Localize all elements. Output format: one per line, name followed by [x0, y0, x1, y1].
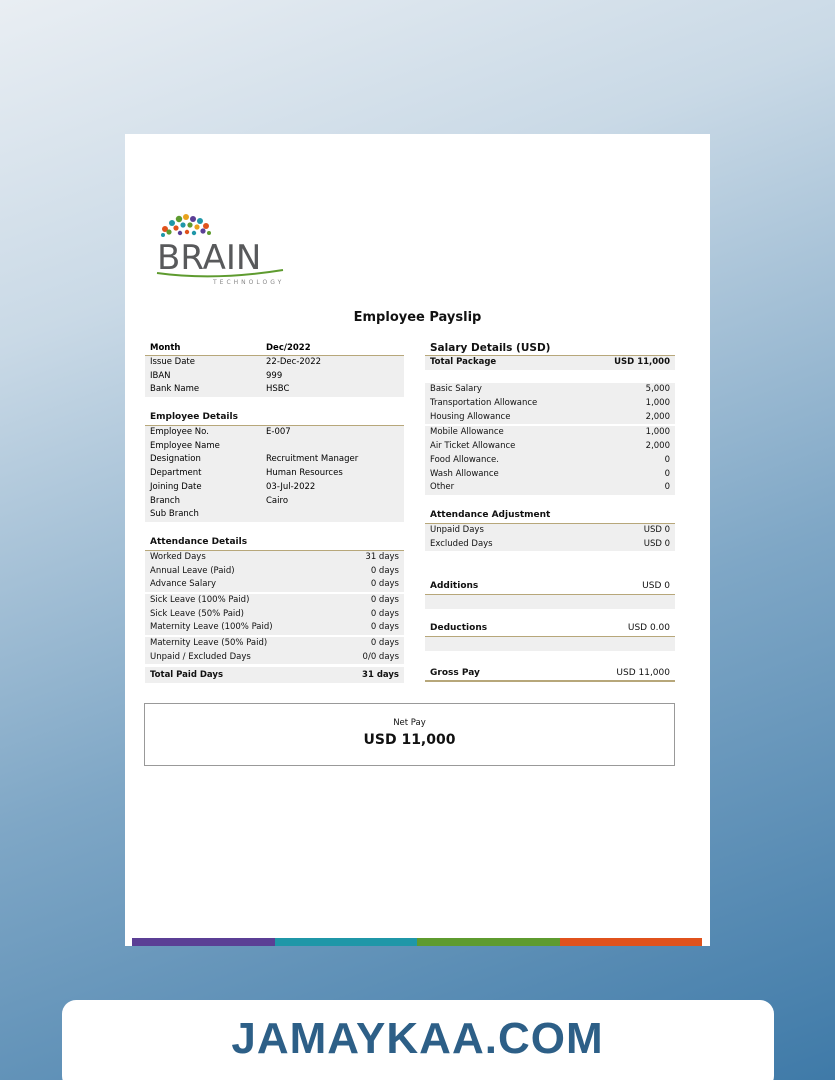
spacer-row	[425, 370, 675, 384]
total-package-row	[425, 356, 675, 370]
attendance-key: Maternity Leave (100% Paid)	[150, 622, 273, 633]
salary-value: 1,000	[645, 427, 670, 438]
attendance-key: Advance Salary	[150, 579, 216, 590]
employee-key: Sub Branch	[150, 509, 199, 520]
salary-value: 0	[664, 468, 670, 479]
color-stripe	[132, 938, 702, 946]
attendance-value: 0/0 days	[362, 651, 399, 662]
employee-key: Employee No.	[150, 427, 209, 438]
attendance-row	[145, 594, 404, 608]
salary-value: 0	[664, 454, 670, 465]
employee-key: Branch	[150, 495, 180, 506]
employee-key: Designation	[150, 454, 201, 465]
attendance-key: Worked Days	[150, 551, 206, 562]
month-row	[145, 340, 404, 356]
watermark-text: JAMAYKAA.COM	[231, 1014, 604, 1063]
adjustment-row	[425, 524, 675, 538]
stripe-orange	[560, 938, 703, 946]
deductions-body	[425, 637, 675, 651]
salary-row	[425, 468, 675, 482]
adjustment-row	[425, 538, 675, 552]
salary-value: 2,000	[645, 441, 670, 452]
total-paid-days-value: 31 days	[362, 670, 399, 681]
employee-key: Department	[150, 468, 202, 479]
info-key: Issue Date	[150, 357, 195, 367]
brand-logo	[155, 209, 305, 289]
month-value: Dec/2022	[266, 343, 311, 353]
salary-row	[425, 440, 675, 454]
adjustment-value: USD 0	[643, 524, 670, 535]
total-package-label: Total Package	[430, 357, 497, 367]
attendance-row	[145, 608, 404, 622]
month-label: Month	[150, 343, 181, 353]
employee-value: 03-Jul-2022	[266, 481, 316, 492]
attendance-value: 31 days	[365, 551, 399, 562]
employee-row	[145, 426, 404, 440]
salary-key: Mobile Allowance	[430, 427, 504, 438]
attendance-row	[145, 565, 404, 579]
info-value: 999	[266, 370, 283, 381]
salary-row	[425, 426, 675, 440]
employee-row	[145, 440, 404, 454]
info-key: IBAN	[150, 370, 171, 381]
employee-value: E-007	[266, 427, 291, 438]
total-paid-days-row	[145, 667, 404, 683]
total-package-value: USD 11,000	[614, 357, 670, 367]
attendance-key: Sick Leave (50% Paid)	[150, 608, 244, 619]
additions-body	[425, 595, 675, 609]
employee-value: Cairo	[266, 495, 289, 506]
attendance-value: 0 days	[370, 594, 399, 605]
info-row	[145, 383, 404, 397]
salary-row	[425, 383, 675, 397]
gross-pay-label: Gross Pay	[430, 667, 480, 678]
attendance-key: Sick Leave (100% Paid)	[150, 594, 250, 605]
salary-key: Other	[430, 482, 455, 493]
employee-row	[145, 453, 404, 467]
deductions-row	[425, 621, 675, 637]
salary-value: 2,000	[645, 411, 670, 422]
net-pay-label: Net Pay	[393, 718, 426, 728]
employee-details-heading: Employee Details	[145, 410, 404, 426]
page-title: Employee Payslip	[353, 310, 482, 325]
brand-name: BRAIN	[157, 238, 262, 278]
info-row	[145, 370, 404, 384]
salary-row	[425, 481, 675, 495]
salary-value: 1,000	[645, 398, 670, 409]
stripe-purple	[132, 938, 275, 946]
additions-value: USD 0	[642, 581, 670, 592]
brand-subtitle: TECHNOLOGY	[213, 279, 285, 286]
attendance-value: 0 days	[370, 579, 399, 590]
salary-row	[425, 397, 675, 411]
adjustment-key: Excluded Days	[430, 538, 493, 549]
adjustment-key: Unpaid Days	[430, 524, 484, 535]
employee-key: Employee Name	[150, 440, 220, 451]
attendance-value: 0 days	[370, 565, 399, 576]
info-key: Bank Name	[150, 384, 200, 395]
adjustment-value: USD 0	[643, 538, 670, 549]
attendance-row	[145, 578, 404, 592]
attendance-key: Unpaid / Excluded Days	[150, 651, 251, 662]
net-pay-box	[144, 703, 675, 766]
attendance-value: 0 days	[370, 638, 399, 648]
salary-key: Housing Allowance	[430, 411, 511, 422]
info-row	[145, 356, 404, 370]
attendance-row	[145, 637, 404, 651]
additions-label: Additions	[430, 581, 479, 592]
salary-row	[425, 454, 675, 468]
employee-row	[145, 495, 404, 509]
salary-key: Transportation Allowance	[430, 398, 538, 409]
info-value: HSBC	[266, 384, 290, 395]
deductions-value: USD 0.00	[627, 622, 670, 633]
salary-value: 5,000	[645, 384, 670, 395]
info-value: 22-Dec-2022	[266, 357, 322, 367]
attendance-row	[145, 551, 404, 565]
salary-heading: Salary Details (USD)	[425, 340, 675, 356]
employee-row	[145, 508, 404, 522]
stripe-teal	[275, 938, 418, 946]
attendance-key: Annual Leave (Paid)	[150, 565, 235, 576]
employee-row	[145, 467, 404, 481]
payslip-document	[125, 134, 710, 946]
employee-value: Recruitment Manager	[266, 454, 359, 465]
net-pay-value: USD 11,000	[363, 732, 456, 748]
deductions-label: Deductions	[430, 622, 488, 633]
salary-key: Wash Allowance	[430, 468, 499, 479]
salary-value: 0	[664, 482, 670, 493]
salary-row	[425, 411, 675, 425]
right-column	[425, 340, 675, 682]
stripe-green	[417, 938, 560, 946]
total-paid-days-label: Total Paid Days	[150, 670, 224, 681]
attendance-row	[145, 621, 404, 635]
salary-key: Air Ticket Allowance	[430, 441, 516, 452]
left-column	[145, 340, 404, 683]
salary-key: Basic Salary	[430, 384, 482, 395]
employee-key: Joining Date	[150, 481, 202, 492]
attendance-value: 0 days	[370, 608, 399, 619]
salary-key: Food Allowance.	[430, 454, 499, 465]
gross-pay-value: USD 11,000	[616, 667, 670, 678]
employee-value: Human Resources	[266, 468, 343, 479]
attendance-row	[145, 651, 404, 665]
employee-row	[145, 481, 404, 495]
attendance-key: Maternity Leave (50% Paid)	[150, 638, 268, 648]
attendance-value: 0 days	[370, 622, 399, 633]
additions-row	[425, 579, 675, 595]
attendance-heading: Attendance Details	[145, 535, 404, 551]
adjustment-heading: Attendance Adjustment	[425, 508, 675, 524]
gross-pay-row	[425, 666, 675, 682]
